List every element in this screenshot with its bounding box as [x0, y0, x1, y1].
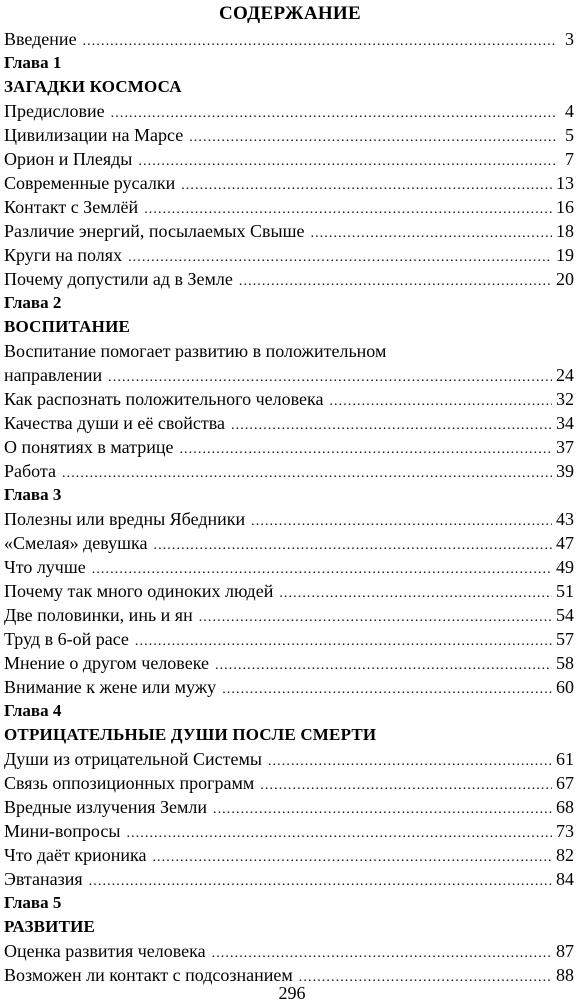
toc-entry-page: 54 — [556, 605, 574, 625]
toc-entry-page: 24 — [556, 365, 574, 385]
dot-leader — [212, 942, 552, 963]
dot-leader — [310, 222, 552, 243]
toc-entry-page: 20 — [556, 269, 574, 289]
toc-entry-title: Труд в 6-ой расе — [4, 629, 129, 649]
chapter-heading: Глава 1 — [4, 53, 62, 72]
toc-entry-title: Почему так много одиноких людей — [4, 581, 274, 601]
toc-entry — [4, 795, 576, 819]
toc-entry-title: Мини-вопросы — [4, 821, 121, 841]
toc-entry-page: 58 — [556, 653, 574, 673]
toc-entry-title: Как распознать положительного человека — [4, 389, 324, 409]
toc-entry — [4, 819, 576, 843]
toc-entry-page: 13 — [556, 173, 574, 193]
chapter-heading: Глава 4 — [4, 701, 62, 720]
toc-entry — [4, 747, 576, 771]
chapter-heading: Глава 3 — [4, 485, 62, 504]
toc-entry-title: Круги на полях — [4, 245, 123, 265]
toc-entry-page: 43 — [556, 509, 574, 529]
toc-entry — [4, 27, 576, 51]
page-number: 296 — [278, 983, 306, 1003]
toc-entry — [4, 555, 576, 579]
toc-entry — [4, 675, 576, 699]
toc-entry-page: 67 — [556, 773, 574, 793]
toc-entry-page: 84 — [556, 869, 574, 889]
dot-leader — [144, 198, 552, 219]
toc-entry-title: Две половинки, инь и ян — [4, 605, 193, 625]
toc-entry-page: 68 — [556, 797, 574, 817]
dot-leader — [268, 750, 552, 771]
dot-leader — [128, 246, 552, 267]
toc-entry-page: 5 — [565, 125, 574, 145]
toc-entry — [4, 771, 576, 795]
toc-entry-title: Что даёт крионика — [4, 845, 147, 865]
toc-entry-page: 3 — [565, 29, 574, 49]
toc-entry — [4, 651, 576, 675]
toc-entry-title: направлении — [4, 365, 103, 385]
toc-entry-title: О понятиях в матрице — [4, 437, 174, 457]
dot-leader — [108, 366, 552, 387]
section-heading: РАЗВИТИЕ — [4, 917, 96, 936]
toc-entry-page: 87 — [556, 941, 574, 961]
dot-leader — [239, 270, 552, 291]
dot-leader — [89, 870, 552, 891]
toc-entry — [4, 219, 576, 243]
toc-entry — [4, 363, 576, 387]
dot-leader — [189, 126, 556, 147]
toc-entry-title: Введение — [4, 29, 77, 49]
toc-entry — [4, 171, 576, 195]
dot-leader — [126, 822, 552, 843]
toc-entry — [4, 531, 576, 555]
toc-entry-title: Внимание к жене или мужу — [4, 677, 217, 697]
dot-leader — [83, 30, 556, 51]
dot-leader — [199, 606, 552, 627]
dot-leader — [251, 510, 552, 531]
chapter-heading: Глава 2 — [4, 293, 62, 312]
toc-entry-title: Работа — [4, 461, 56, 481]
toc-entry-title: Полезны или вредны Ябедники — [4, 509, 246, 529]
toc-entry-title: Связь оппозиционных программ — [4, 773, 255, 793]
dot-leader — [138, 150, 556, 171]
toc-entry — [4, 195, 576, 219]
toc-entry-page: 57 — [556, 629, 574, 649]
toc-page — [4, 0, 576, 1008]
toc-entry-title: Почему допустили ад в Земле — [4, 269, 233, 289]
dot-leader — [179, 438, 552, 459]
chapter-heading: Глава 5 — [4, 893, 62, 912]
toc-entry — [4, 123, 576, 147]
dot-leader — [152, 846, 552, 867]
dot-leader — [279, 582, 552, 603]
toc-entry-title: «Смелая» девушка — [4, 533, 148, 553]
toc-entry — [4, 843, 576, 867]
toc-entry-page: 37 — [556, 437, 574, 457]
toc-entry-title: Эвтаназия — [4, 869, 83, 889]
section-heading: ОТРИЦАТЕЛЬНЫЕ ДУШИ ПОСЛЕ СМЕРТИ — [4, 725, 377, 744]
toc-entry-page: 51 — [556, 581, 574, 601]
toc-entry-page: 88 — [556, 965, 574, 985]
toc-entry — [4, 99, 576, 123]
toc-entry-page: 18 — [556, 221, 574, 241]
dot-leader — [260, 774, 552, 795]
toc-entry-page: 19 — [556, 245, 574, 265]
toc-entry-page: 73 — [556, 821, 574, 841]
toc-entry-title: Качества души и её свойства — [4, 413, 226, 433]
toc-entry — [4, 939, 576, 963]
toc-entry-title: Различие энергий, посылаемых Свыше — [4, 221, 305, 241]
toc-entry-title: Мнение о другом человеке — [4, 653, 209, 673]
toc-entry — [4, 507, 576, 531]
section-heading: ВОСПИТАНИЕ — [4, 317, 131, 336]
dot-leader — [329, 390, 552, 411]
toc-entry-page: 82 — [556, 845, 574, 865]
toc-entry-title: Цивилизации на Марсе — [4, 125, 184, 145]
toc-title: СОДЕРЖАНИЕ — [219, 3, 361, 24]
toc-entry-title: Современные русалки — [4, 173, 176, 193]
toc-entry-page: 7 — [565, 149, 574, 169]
toc-entry — [4, 243, 576, 267]
dot-leader — [222, 678, 552, 699]
dot-leader — [213, 798, 552, 819]
toc-entry-title: Орион и Плеяды — [4, 149, 133, 169]
toc-entry-page: 4 — [565, 101, 574, 121]
toc-entry-title: Возможен ли контакт с подсознанием — [4, 965, 293, 985]
dot-leader — [62, 462, 552, 483]
toc-entry — [4, 267, 576, 291]
toc-entry-page: 60 — [556, 677, 574, 697]
toc-entry-page: 47 — [556, 533, 574, 553]
toc-entry — [4, 411, 576, 435]
toc-list — [4, 27, 576, 987]
dot-leader — [215, 654, 552, 675]
toc-entry — [4, 435, 576, 459]
dot-leader — [154, 534, 553, 555]
toc-entry — [4, 603, 576, 627]
toc-entry — [4, 579, 576, 603]
toc-entry — [4, 459, 576, 483]
dot-leader — [231, 414, 552, 435]
toc-entry — [4, 387, 576, 411]
toc-entry — [4, 147, 576, 171]
toc-entry-title: Предисловие — [4, 101, 105, 121]
toc-entry-page: 39 — [556, 461, 574, 481]
section-heading: ЗАГАДКИ КОСМОСА — [4, 77, 182, 96]
toc-entry-title: Вредные излучения Земли — [4, 797, 207, 817]
toc-entry — [4, 867, 576, 891]
toc-entry-page: 61 — [556, 749, 574, 769]
dot-leader — [111, 102, 556, 123]
dot-leader — [135, 630, 552, 651]
dot-leader — [92, 558, 552, 579]
toc-entry-page: 32 — [556, 389, 574, 409]
toc-entry-title: Души из отрицательной Системы — [4, 749, 262, 769]
toc-entry-page: 49 — [556, 557, 574, 577]
toc-entry-title: Воспитание помогает развитию в положительном — [4, 341, 387, 361]
toc-entry-title: Что лучше — [4, 557, 86, 577]
toc-entry — [4, 627, 576, 651]
toc-entry-title: Оценка развития человека — [4, 941, 206, 961]
toc-entry-page: 16 — [556, 197, 574, 217]
toc-entry-page: 34 — [556, 413, 574, 433]
dot-leader — [181, 174, 552, 195]
toc-entry-title: Контакт с Землёй — [4, 197, 139, 217]
